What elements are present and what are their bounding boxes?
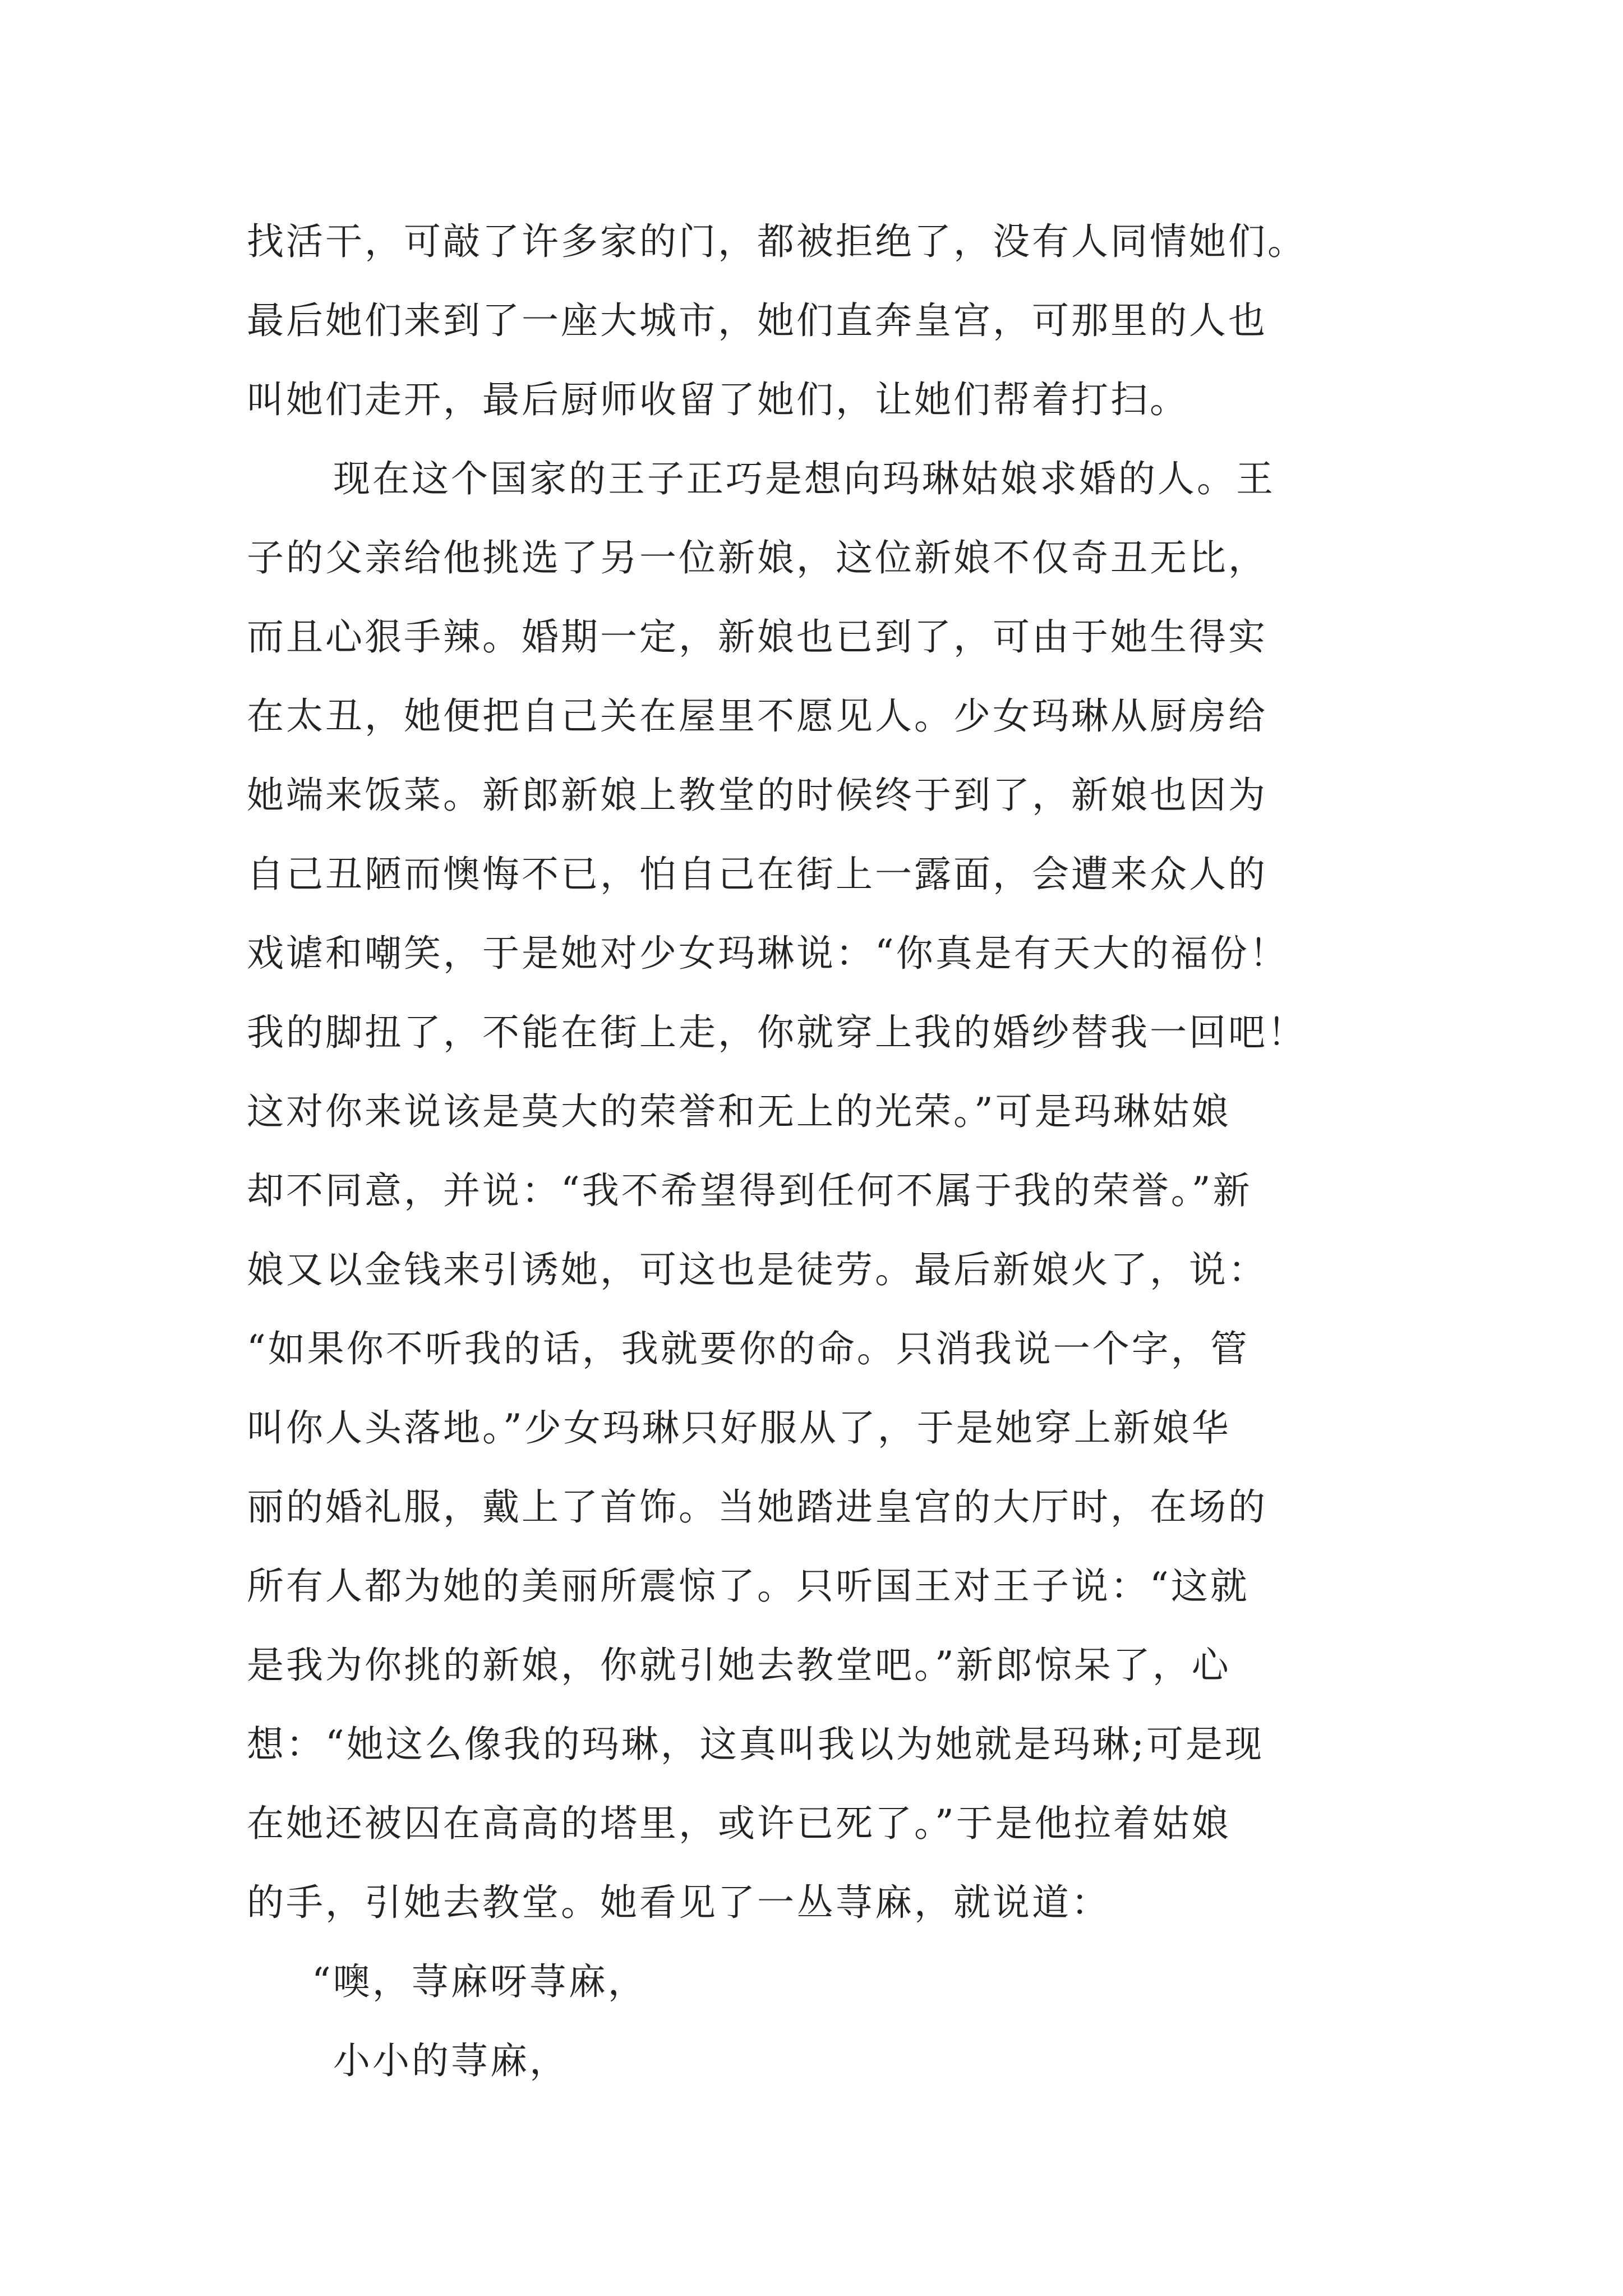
- text-line: 叫她们走开，最后厨师收留了她们，让她们帮着打扫。: [247, 378, 1189, 421]
- text-line: 丽的婚礼服，戴上了首饰。当她踏进皇宫的大厅时，在场的: [247, 1485, 1267, 1529]
- text-line: 娘又以金钱来引诱她，可这也是徒劳。最后新娘火了，说：: [247, 1248, 1267, 1291]
- text-line: 在她还被囚在高高的塔里，或许已死了。”于是他拉着姑娘: [247, 1802, 1231, 1845]
- text-line: 在太丑，她便把自己关在屋里不愿见人。少女玛琳从厨房给: [247, 694, 1267, 738]
- text-line: 最后她们来到了一座大城市，她们直奔皇宫，可那里的人也: [247, 299, 1267, 342]
- text-line: “如果你不听我的话，我就要你的命。只消我说一个字，管: [247, 1327, 1249, 1370]
- text-line: 这对你来说该是莫大的荣誉和无上的光荣。”可是玛琳姑娘: [247, 1090, 1231, 1133]
- text-line: 而且心狠手辣。婚期一定，新娘也已到了，可由于她生得实: [247, 615, 1267, 659]
- text-line: 叫你人头落地。”少女玛琳只好服从了，于是她穿上新娘华: [247, 1406, 1231, 1450]
- body-text: [247, 202, 1385, 2100]
- text-line: 的手，引她去教堂。她看见了一丛荨麻，就说道：: [247, 1881, 1110, 1924]
- text-line: 我的脚扭了，不能在街上走，你就穿上我的婚纱替我一回吧！: [247, 1011, 1307, 1054]
- text-line: 子的父亲给他挑选了另一位新娘，这位新娘不仅奇丑无比，: [247, 536, 1267, 579]
- text-line: 是我为你挑的新娘，你就引她去教堂吧。”新郎惊呆了，心: [247, 1644, 1231, 1687]
- text-line: 却不同意，并说：“我不希望得到任何不属于我的荣誉。”新: [247, 1169, 1252, 1212]
- text-line: 自己丑陋而懊悔不已，怕自己在街上一露面，会遭来众人的: [247, 853, 1267, 896]
- text-line: 找活干，可敲了许多家的门，都被拒绝了，没有人同情她们。: [247, 220, 1307, 263]
- text-line: 她端来饭菜。新郎新娘上教堂的时候终于到了，新娘也因为: [247, 774, 1267, 817]
- verse-line: 小小的荨麻，: [333, 2039, 569, 2082]
- paragraph-first-line: 现在这个国家的王子正巧是想向玛琳姑娘求婚的人。王: [333, 457, 1275, 500]
- text-line: 想：“她这么像我的玛琳，这真叫我以为她就是玛琳;可是现: [247, 1723, 1264, 1766]
- text-line: 所有人都为她的美丽所震惊了。只听国王对王子说：“这就: [247, 1565, 1249, 1608]
- verse-line: “噢，荨麻呀荨麻，: [312, 1960, 647, 2003]
- text-line: 戏谑和嘲笑，于是她对少女玛琳说：“你真是有天大的福份！: [247, 932, 1289, 975]
